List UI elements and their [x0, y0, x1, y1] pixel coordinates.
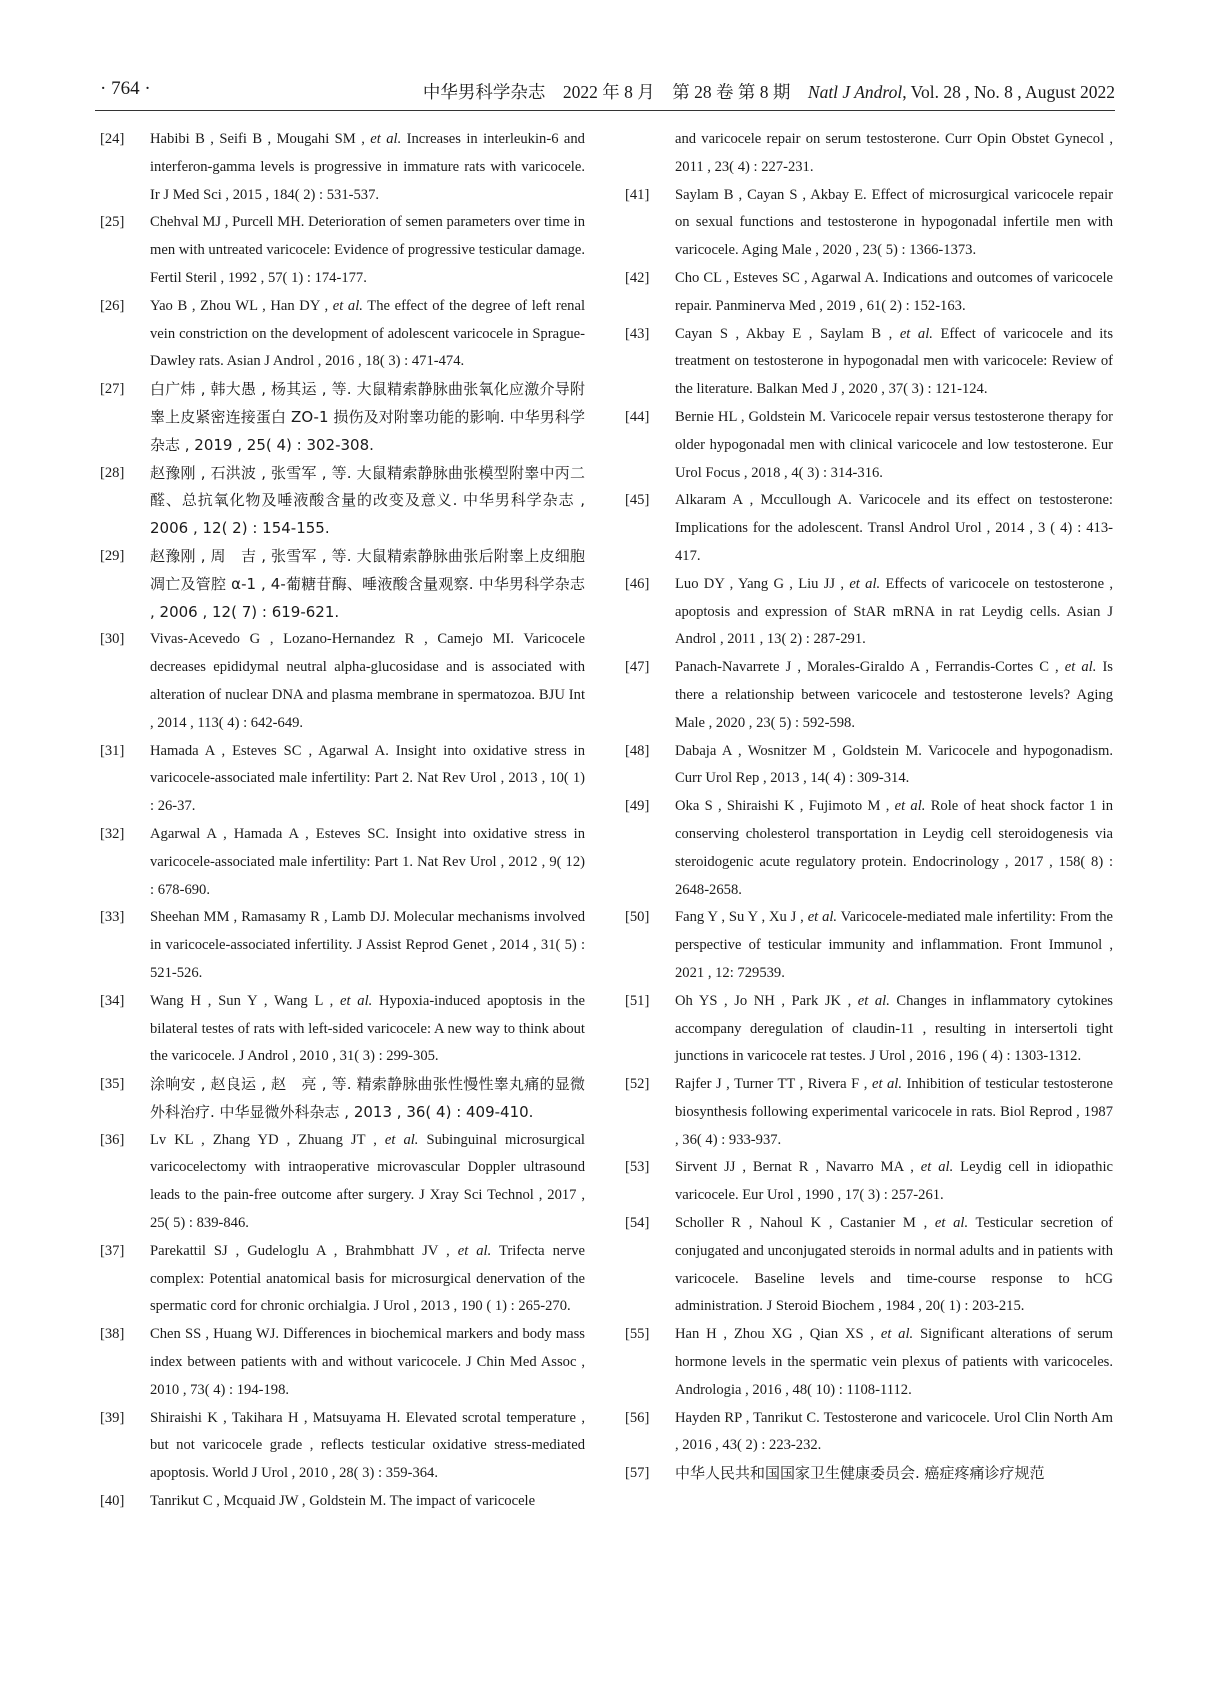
reference-text: and varicocele repair on serum testosterone. Curr Opin Obstet Gynecol , 2011 , 23( 4) : 227-231. [675, 131, 1113, 175]
reference-item [620, 1210, 1113, 1321]
reference-item [95, 1238, 585, 1321]
reference-item [620, 793, 1113, 904]
reference-text: Chehval MJ , Purcell MH. Deterioration of semen parameters over time in men with untreated varicocele: Evidence of progressive testicular damage. Fertil Steril , 1992 , 57( 1) : 174-177. [150, 214, 585, 286]
reference-item [620, 738, 1113, 794]
reference-text: Agarwal A , Hamada A , Esteves SC. Insight into oxidative stress in varicocele-associated male infertility: Part 1. Nat Rev Urol , 2012 , 9( 12) : 678-690. [150, 825, 585, 898]
reference-item [620, 988, 1113, 1071]
reference-text: Chen SS , Huang WJ. Differences in biochemical markers and body mass index between patients with and without varicocele. J Chin Med Assoc , 2010 , 73( 4) : 194-198. [150, 1326, 585, 1398]
reference-item [620, 265, 1113, 321]
reference-text: Hayden RP , Tanrikut C. Testosterone and varicocele. Urol Clin North Am , 2016 , 43( 2) : 223-232. [675, 1409, 1113, 1454]
reference-item [620, 404, 1113, 487]
reference-text: Sheehan MM , Ramasamy R , Lamb DJ. Molecular mechanisms involved in varicocele-associated infertility. J Assist Reprod Genet , 2014 , 31( 5) : 521-526. [150, 909, 585, 981]
reference-item [95, 1321, 585, 1404]
reference-text: Bernie HL , Goldstein M. Varicocele repair versus testosterone therapy for older hypogonadal men with clinical varicocele and low testosterone. Eur Urol Focus , 2018 , 4( 3) : 314-316. [675, 408, 1113, 481]
reference-text: Oka S , Shiraishi K , Fujimoto M , et al. Role of heat shock factor 1 in conserving cholesterol transportation in Leydig cell steroidogenesis via steroidogenic acute regulatory protein. Endocrinology , 2017 , 158( 8) : 2648-2658. [675, 798, 1113, 898]
reference-number: [51] [625, 992, 650, 1009]
reference-item [620, 182, 1113, 265]
reference-item [620, 1071, 1113, 1154]
reference-text: 赵豫刚 , 周 吉 , 张雪军 , 等. 大鼠精索静脉曲张后附睾上皮细胞凋亡及管腔 α-1 , 4-葡糖苷酶、唾液酸含量观察. 中华男科学杂志 , 2006 , 12( 7) : 619-621. [150, 546, 585, 621]
reference-number: [55] [625, 1326, 650, 1343]
reference-item [620, 904, 1113, 987]
reference-item [95, 1127, 585, 1238]
reference-item [620, 321, 1113, 404]
reference-text: Wang H , Sun Y , Wang L , et al. Hypoxia-induced apoptosis in the bilateral testes of rats with left-sided varicocele: A new way to think about the varicocele. J Androl , 2010 , 31( 3) : 299-305. [150, 992, 585, 1065]
reference-number: [49] [625, 798, 650, 815]
reference-text: Rajfer J , Turner TT , Rivera F , et al. Inhibition of testicular testosterone biosynthesis following experimental varicocele in rats. Biol Reprod , 1987 , 36( 4) : 933-937. [675, 1076, 1113, 1148]
reference-number: [37] [100, 1242, 125, 1259]
reference-text: Dabaja A , Wosnitzer M , Goldstein M. Varicocele and hypogonadism. Curr Urol Rep , 2013 , 14( 4) : 309-314. [675, 742, 1113, 787]
reference-text: Habibi B , Seifi B , Mougahi SM , et al. Increases in interleukin-6 and interferon-gamma levels is progressive in immature rats with varicocele. Ir J Med Sci , 2015 , 184( 2) : 531-537. [150, 131, 585, 203]
reference-item [95, 821, 585, 904]
reference-number: [40] [100, 1493, 125, 1510]
reference-number: [57] [625, 1465, 650, 1482]
reference-number: [28] [100, 464, 125, 481]
reference-text: 白广炜 , 韩大愚 , 杨其运 , 等. 大鼠精索静脉曲张氧化应激介导附睾上皮紧密连接蛋白 ZO-1 损伤及对附睾功能的影响. 中华男科学杂志 , 2019 , 25( 4) : 302-308. [150, 380, 585, 454]
reference-number: [54] [625, 1215, 650, 1232]
reference-number: [53] [625, 1159, 650, 1176]
reference-number: [25] [100, 214, 125, 231]
reference-number: [44] [625, 408, 650, 425]
reference-number: [39] [100, 1409, 125, 1426]
reference-item [95, 904, 585, 987]
reference-number: [35] [100, 1076, 125, 1093]
reference-item [620, 654, 1113, 737]
header-rule [95, 110, 1115, 111]
reference-text: Saylam B , Cayan S , Akbay E. Effect of microsurgical varicocele repair on sexual functions and testosterone in hypogonadal infertile men with varicocele. Aging Male , 2020 , 23( 5) : 1366-1373. [675, 186, 1113, 259]
reference-text: Fang Y , Su Y , Xu J , et al. Varicocele-mediated male infertility: From the perspective of testicular immunity and inflammation. Front Immunol , 2021 , 12: 729539. [675, 909, 1114, 981]
reference-text: 涂响安 , 赵良运 , 赵 亮 , 等. 精索静脉曲张性慢性睾丸痛的显微外科治疗. 中华显微外科杂志 , 2013 , 36( 4) : 409-410. [150, 1075, 585, 1121]
reference-number: [27] [100, 381, 125, 398]
reference-text: Shiraishi K , Takihara H , Matsuyama H. Elevated scrotal temperature , but not varicocele grade , reflects testicular oxidative stress-mediated apoptosis. World J Urol , 2010 , 28( 3) : 359-364. [150, 1409, 585, 1482]
reference-number: [56] [625, 1409, 650, 1426]
journal-info [423, 79, 1115, 104]
reference-text: Hamada A , Esteves SC , Agarwal A. Insight into oxidative stress in varicocele-associated male infertility: Part 2. Nat Rev Urol , 2013 , 10( 1) : 26-37. [150, 742, 585, 815]
reference-text: Panach-Navarrete J , Morales-Giraldo A , Ferrandis-Cortes C , et al. Is there a relationship between varicocele and testosterone levels? Aging Male , 2020 , 23( 5) : 592-598. [675, 659, 1113, 731]
reference-number: [26] [100, 297, 125, 314]
reference-number: [38] [100, 1326, 125, 1343]
reference-number: [24] [100, 131, 125, 147]
reference-text: Lv KL , Zhang YD , Zhuang JT , et al. Subinguinal microsurgical varicocelectomy with intraoperative microvascular Doppler ultrasound leads to the pain-free outcome after surgery. J Xray Sci Technol , 2017 , 25( 5) : 839-846. [150, 1131, 585, 1232]
issue-en: , Vol. 28 , No. 8 , August 2022 [902, 82, 1115, 102]
journal-title-zh: 中华男科学杂志 [422, 82, 546, 102]
reference-number: [48] [625, 742, 650, 759]
reference-text: Sirvent JJ , Bernat R , Navarro MA , et al. Leydig cell in idiopathic varicocele. Eur Urol , 1990 , 17( 3) : 257-261. [675, 1159, 1113, 1204]
reference-item [95, 460, 585, 543]
reference-number: [47] [625, 659, 650, 676]
reference-text: Yao B , Zhou WL , Han DY , et al. The effect of the degree of left renal vein constriction on the development of adolescent varicocele in Sprague-Dawley rats. Asian J Androl , 2016 , 18( 3) : 471-474. [150, 297, 586, 370]
page-number: · 764 · [100, 78, 151, 99]
reference-text: 中华人民共和国国家卫生健康委员会. 癌症疼痛诊疗规范 [675, 1464, 1045, 1483]
reference-text: 赵豫刚 , 石洪波 , 张雪军 , 等. 大鼠精索静脉曲张模型附睾中丙二醛、总抗氧化物及唾液酸含量的改变及意义. 中华男科学杂志 , 2006 , 12( 2) : 154-155. [150, 463, 585, 538]
reference-number: [30] [100, 631, 125, 648]
issue-zh: 2022 年 8 月 第 28 卷 第 8 期 [562, 82, 791, 102]
reference-item [620, 1321, 1113, 1404]
reference-number: [45] [625, 492, 650, 509]
reference-item [620, 1405, 1113, 1461]
reference-number: [52] [625, 1076, 650, 1093]
reference-item [95, 126, 585, 209]
reference-number: [46] [625, 575, 650, 592]
reference-text: Vivas-Acevedo G , Lozano-Hernandez R , Camejo MI. Varicocele decreases epididymal neutral alpha-glucosidase and is associated with alteration of nuclear DNA and plasma membrane in spermatozoa. BJU Int , 2014 , 113( 4) : 642-649. [150, 631, 585, 731]
reference-number: [42] [625, 269, 650, 286]
reference-text: Oh YS , Jo NH , Park JK , et al. Changes in inflammatory cytokines accompany deregulation of claudin-11 , resulting in intersertoli tight junctions in varicocele rat testes. J Urol , 2016 , 196 ( 4) : 1303-1312. [675, 992, 1113, 1065]
reference-item [95, 1488, 585, 1516]
reference-number: [43] [625, 325, 650, 342]
reference-item [620, 1154, 1113, 1210]
reference-item [620, 571, 1113, 654]
reference-text: Parekattil SJ , Gudeloglu A , Brahmbhatt JV , et al. Trifecta nerve complex: Potential anatomical basis for microsurgical denervation of the spermatic cord for chronic orchialgia. J Urol , 2013 , 190 ( 1) : 265-270. [150, 1242, 585, 1315]
reference-text: Cayan S , Akbay E , Saylam B , et al. Effect of varicocele and its treatment on testosterone in hypogonadal men with varicocele: Review of the literature. Balkan Med J , 2020 , 37( 3) : 121-124. [675, 325, 1113, 398]
reference-item [95, 1071, 585, 1127]
reference-number: [36] [100, 1131, 125, 1148]
reference-item [95, 988, 585, 1071]
reference-number: [31] [100, 742, 125, 759]
reference-number: [34] [100, 992, 125, 1009]
reference-text: Alkaram A , Mccullough A. Varicocele and its effect on testosterone: Implications for the adolescent. Transl Androl Urol , 2014 , 3 ( 4) : 413-417. [675, 492, 1113, 564]
reference-column-right [620, 126, 1113, 1488]
journal-title-en: Natl J Androl [807, 82, 903, 102]
reference-number: [41] [625, 186, 650, 203]
reference-number: [33] [100, 909, 125, 926]
reference-number: [50] [625, 909, 650, 926]
reference-item [95, 738, 585, 821]
reference-text: Luo DY , Yang G , Liu JJ , et al. Effects of varicocele on testosterone , apoptosis and expression of StAR mRNA in rat Leydig cells. Asian J Androl , 2011 , 13( 2) : 287-291. [675, 575, 1113, 648]
reference-number: [32] [100, 825, 125, 842]
reference-item [95, 376, 585, 459]
reference-number: [29] [100, 547, 125, 564]
reference-text: Han H , Zhou XG , Qian XS , et al. Significant alterations of serum hormone levels in the spermatic vein plexus of patients with varicoceles. Andrologia , 2016 , 48( 10) : 1108-1112. [675, 1326, 1113, 1398]
reference-item [95, 626, 585, 737]
reference-text: Scholler R , Nahoul K , Castanier M , et al. Testicular secretion of conjugated and unconjugated steroids in normal adults and in patients with varicocele. Baseline levels and time-course response to hCG administration. J Steroid Biochem , 1984 , 20( 1) : 203-215. [675, 1215, 1113, 1315]
running-header [95, 72, 1115, 112]
reference-item [95, 293, 585, 376]
reference-item [95, 209, 585, 292]
reference-text: Cho CL , Esteves SC , Agarwal A. Indications and outcomes of varicocele repair. Panminerva Med , 2019 , 61( 2) : 152-163. [675, 269, 1113, 314]
reference-text: Tanrikut C , Mcquaid JW , Goldstein M. The impact of varicocele [150, 1493, 536, 1510]
reference-item [95, 1405, 585, 1488]
reference-item [95, 543, 585, 626]
reference-column-left [95, 126, 585, 1516]
reference-item [620, 126, 1113, 182]
reference-item [620, 487, 1113, 570]
reference-item [620, 1460, 1113, 1488]
